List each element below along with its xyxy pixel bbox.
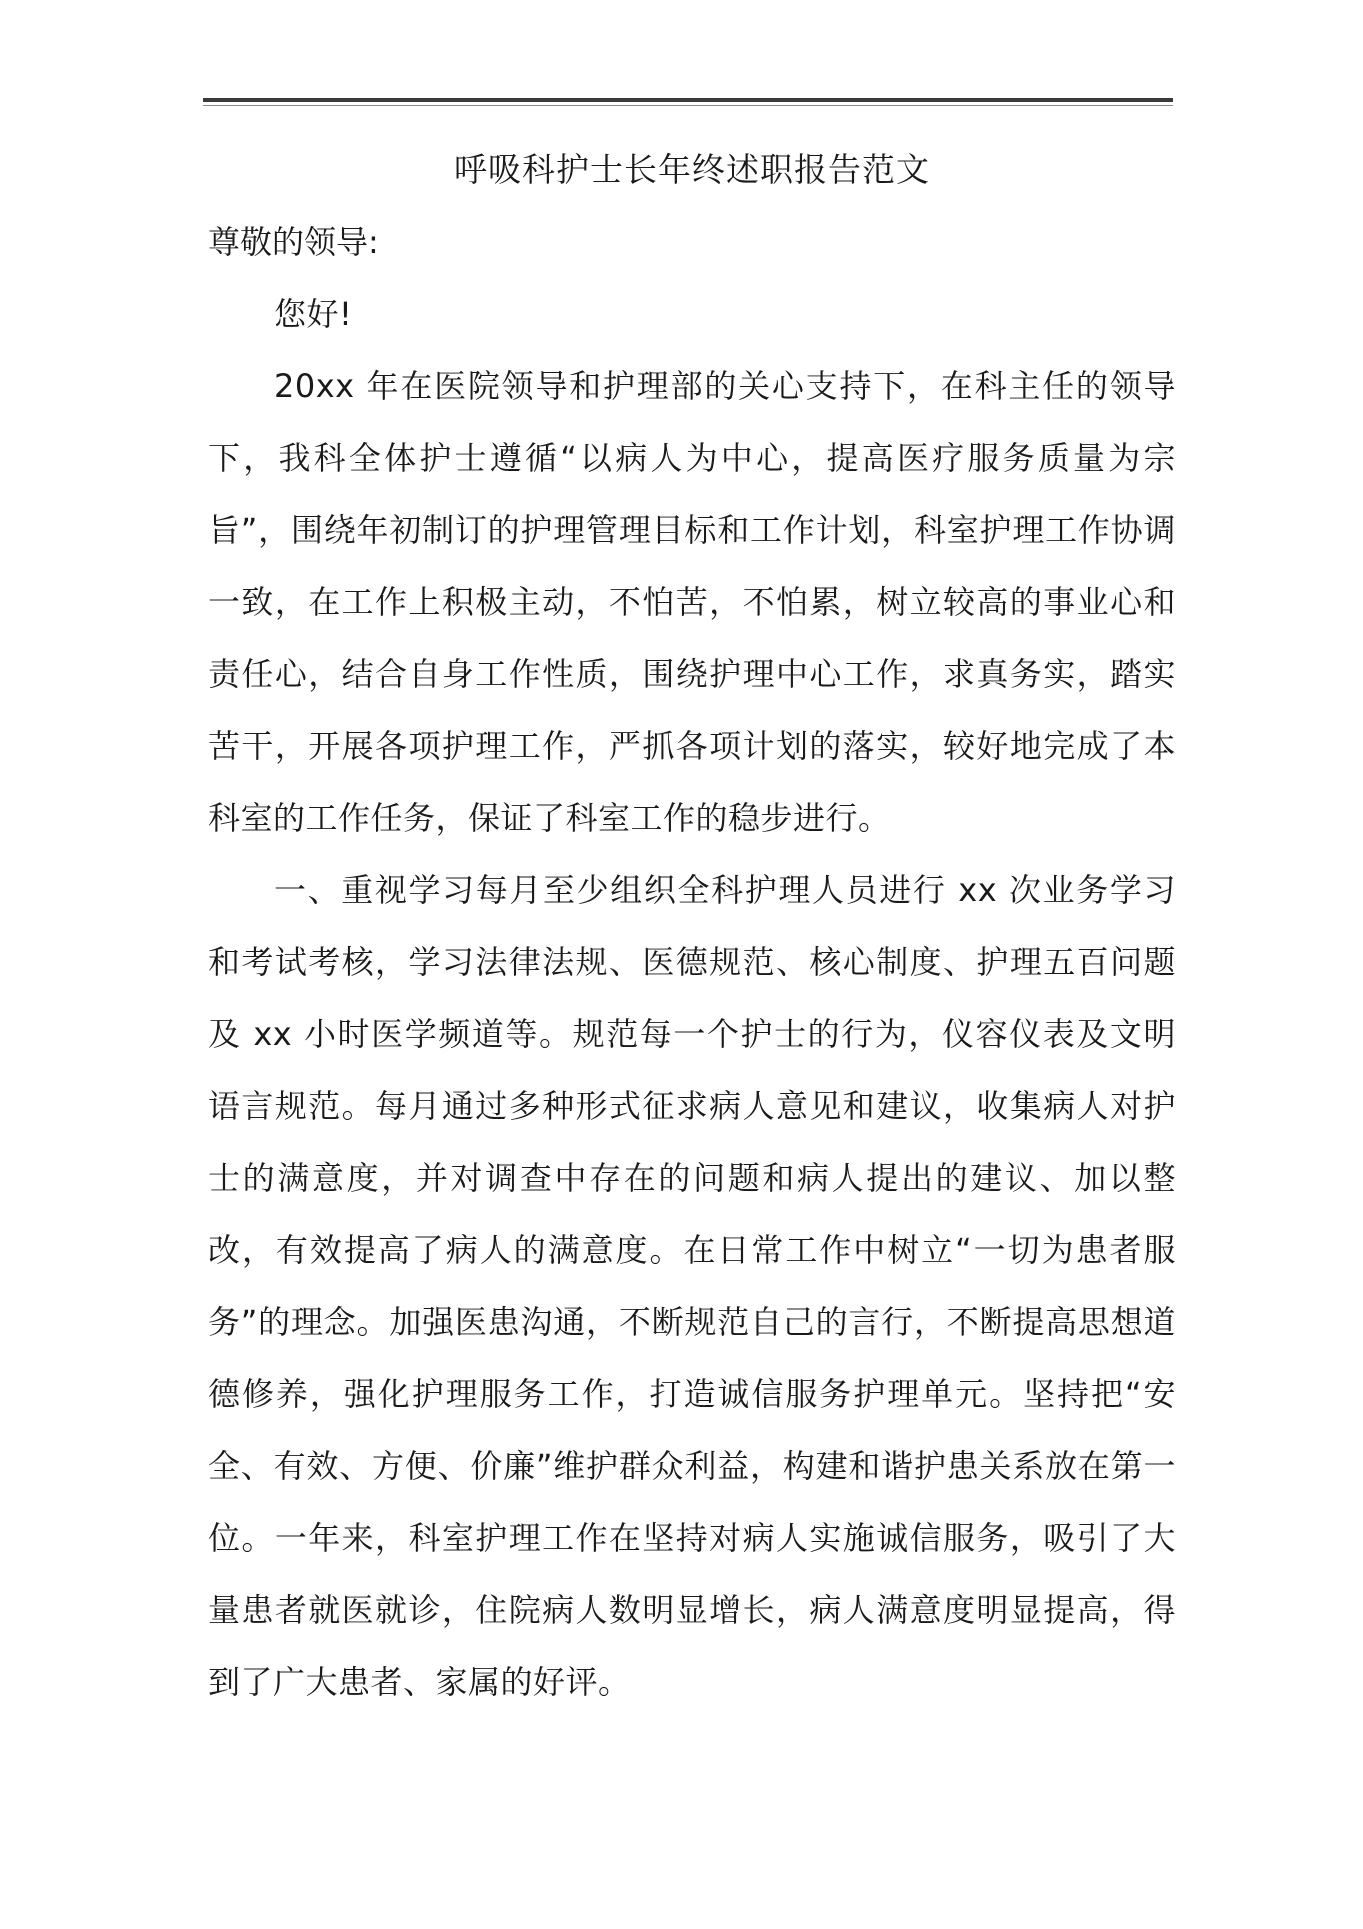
header-rule-thin xyxy=(203,105,1173,106)
paragraph-intro: 20xx 年在医院领导和护理部的关心支持下，在科主任的领导下，我科全体护士遵循“以病人为中心，提高医疗服务质量为宗旨”，围绕年初制订的护理管理目标和工作计划，科室护理工作协调一致，在工作上积极主动，不怕苦，不怕累，树立较高的事业心和责任心，结合自身工作性质，围绕护理中心工作，求真务实，踏实苦干，开展各项护理工作，严抓各项计划的落实，较好地完成了本科室的工作任务，保证了科室工作的稳步进行。 xyxy=(208,367,1176,837)
document-body xyxy=(208,140,1176,1718)
header-rule xyxy=(203,98,1173,108)
greeting: 您好! xyxy=(274,295,353,333)
salutation: 尊敬的领导: xyxy=(208,223,379,261)
header-rule-thick xyxy=(203,98,1173,102)
paragraph-section-1: 一、重视学习每月至少组织全科护理人员进行 xx 次业务学习和考试考核，学习法律法规、医德规范、核心制度、护理五百问题及 xx 小时医学频道等。规范每一个护士的行为，仪容仪表及文明语言规范。每月通过多种形式征求病人意见和建议，收集病人对护士的满意度，并对调查中存在的问题和病人提出的建议、加以整改，有效提高了病人的满意度。在日常工作中树立“一切为患者服务”的理念。加强医患沟通，不断规范自己的言行，不断提高思想道德修养，强化护理服务工作，打造诚信服务护理单元。坚持把“安全、有效、方便、价廉”维护群众利益，构建和谐护患关系放在第一位。一年来，科室护理工作在坚持对病人实施诚信服务，吸引了大量患者就医就诊，住院病人数明显增长，病人满意度明显提高，得到了广大患者、家属的好评。 xyxy=(208,871,1176,1701)
document-title: 呼吸科护士长年终述职报告范文 xyxy=(454,150,930,189)
